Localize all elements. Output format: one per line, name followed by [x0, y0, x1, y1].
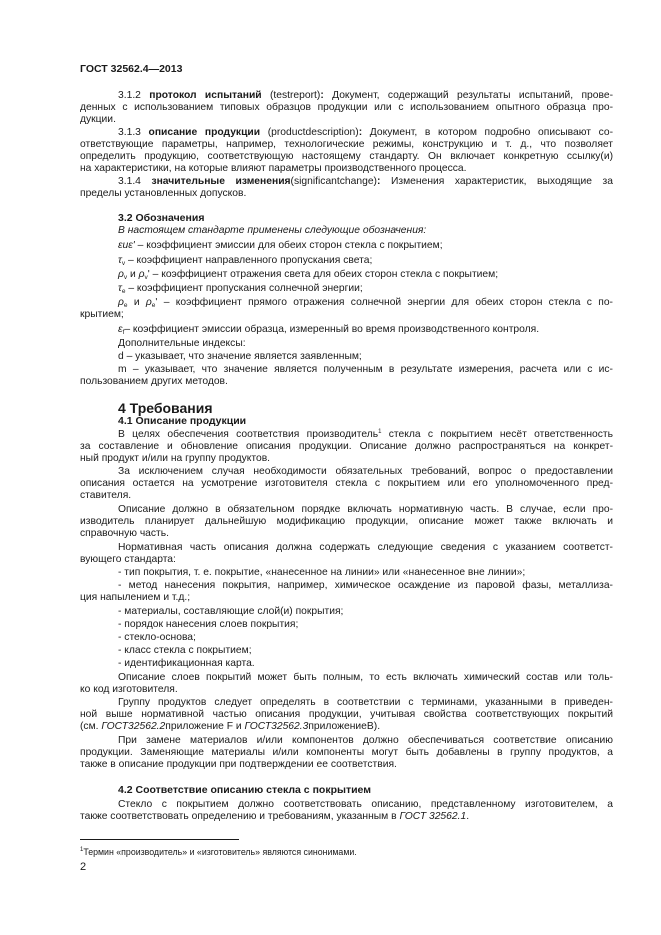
standard-header: ГОСТ 32562.4—2013 [80, 63, 183, 75]
section-41-heading: 4.1 Описание продукции [118, 415, 247, 427]
para6-line2: ной выше нормативной частью описания продукции, учитывая свойства соответствующих покрытий [80, 709, 613, 720]
list-item: - тип покрытия, т. е. покрытие, «нанесенное на линии» или «нанесенное вне линии»; [118, 567, 526, 578]
term-312-line1: 3.1.2 протокол испытаний (testreport): Документ, содержащий результаты испытаний, прове- [118, 90, 614, 101]
list-item: - класс стекла с покрытием; [118, 645, 252, 656]
para2-line3: ставителя. [80, 490, 132, 501]
para7-line1: При замене материалов и/или компонентов должно обеспечиваться соответствие описанию [118, 735, 613, 746]
index-m-line2: пользованием других методов. [80, 376, 228, 387]
gost-reference: ГОСТ32562.3 [244, 721, 309, 732]
term-313-line2: ответствующие параметры, например, технологические режимы, конструкцию и т. д., что позволяет [80, 139, 613, 150]
designation-solar-transmittance: $\tau_e$ – коэффициент пропускания солнечной энергии; [118, 283, 363, 295]
para7-line3: также в описание продукции при подтверждении ее соответствия. [80, 759, 397, 770]
section-32-heading: 3.2 Обозначения [118, 212, 205, 224]
para1-line1: В целях обеспечения соответствия производитель$^1$ стекла с покрытием несёт ответственность [118, 429, 614, 440]
para3-line3: справочную часть. [80, 528, 169, 539]
term-313-title: описание продукции [148, 127, 261, 138]
list-item: - идентификационная карта. [118, 658, 255, 669]
gost-reference: ГОСТ32562.2 [101, 721, 166, 732]
para7-line2: продукции. Заменяющие материалы и/или компоненты могут быть добавлены в группу продуктов, а [80, 747, 613, 758]
designation-light-reflectance: $\rho_v$ и $\rho_v'$ – коэффициент отражения света для обеих сторон стекла с покрытием; [118, 269, 499, 281]
designation-light-transmittance: $\tau_v$ – коэффициент направленного пропускания света; [118, 255, 373, 267]
list-item: - материалы, составляющие слой(и) покрытия; [118, 606, 344, 617]
list-item: - метод нанесения покрытия, например, химическое осаждение из паровой фазы, металлиза- [118, 580, 613, 591]
footnote-divider [80, 839, 239, 840]
term-312-line3: дукции. [80, 114, 116, 125]
term-313-line3: определить продукцию, соответствующую настоящему стандарту. Он включает конкретную ссылку(и) [80, 151, 613, 162]
term-314-title: значительные изменения [151, 176, 291, 187]
term-313-line1: 3.1.3 описание продукции (productdescription): Документ, в котором подробно описывают со- [118, 127, 613, 138]
para1-line2: за составление и обновление описания продукции. Описание должно распространяться на конкрет- [80, 441, 613, 452]
para5-line2: ко код изготовителя. [80, 684, 178, 695]
section-42-heading: 4.2 Соответствие описанию стекла с покрытием [118, 784, 372, 796]
gost-reference: ГОСТ 32562.1 [399, 811, 467, 822]
section-4-heading: 4 Требования [118, 400, 213, 416]
term-314-line1: 3.1.4 значительные изменения(significantchange): Изменения характеристик, выходящие за [118, 176, 613, 187]
term-312-line2: денных с использованием типовых образцов продукции или с использованием опытного образца про- [80, 102, 613, 113]
list-item-cont: ция напылением и т.д.; [80, 592, 191, 603]
para8-line1: Стекло с покрытием должно соответствовать описанию, представленному изготовителем, а [118, 799, 613, 810]
index-m-line1: m – указывает, что значение является полученным в результате измерения, расчета или с ис- [118, 364, 613, 375]
page-number: 2 [80, 861, 87, 873]
para6-line3: (см. ГОСТ32562.2приложение F и ГОСТ32562.3приложениеВ). [80, 721, 381, 732]
para6-line1: Группу продуктов следует определять в соответствии с терминами, указанными в приведен- [118, 697, 613, 708]
para5-line1: Описание слоев покрытий может быть полным, то есть включать химический состав или толь- [118, 672, 613, 683]
extra-indices-label: Дополнительные индексы: [118, 338, 246, 349]
para2-line1: За исключением случая необходимости обязательных требований, вопрос о предоставлении [118, 466, 613, 477]
para3-line2: изводитель планирует дальнейшую модификацию продукции, описание может также включать и [80, 516, 613, 527]
designation-solar-reflectance: $\rho_e$ и $\rho_e'$ – коэффициент прямого отражения солнечной энергии для обеих сторон стекла с по- [118, 297, 613, 309]
designation-emissivity: εиε' – коэффициент эмиссии для обеих сторон стекла с покрытием; [118, 240, 443, 251]
index-d: d – указывает, что значение является заявленным; [118, 351, 362, 362]
para2-line2: описания остается на усмотрение изготовителя стекла с покрытием или его уполномоченного пред- [80, 478, 613, 489]
footnote: $^1$Термин «производитель» и «изготовитель» являются синонимами. [80, 847, 357, 857]
para8-line2: также соответствовать определению и требованиям, указанным в ГОСТ 32562.1. [80, 811, 470, 822]
para4-line2: вующего стандарта: [80, 554, 176, 565]
term-314-line2: пределы установленных допусков. [80, 188, 247, 199]
para3-line1: Описание должно в обязательном порядке включать нормативную часть. В случае, если про- [118, 504, 613, 515]
para1-line3: ный продукт и/или на группу продуктов. [80, 453, 271, 464]
term-313-line4: на характеристики, на которые влияют параметры производственного процесса. [80, 163, 467, 174]
designation-solar-reflectance-cont: крытием; [80, 309, 124, 320]
designations-intro: В настоящем стандарте применены следующие обозначения: [118, 225, 427, 236]
list-item: - порядок нанесения слоев покрытия; [118, 619, 299, 630]
para4-line1: Нормативная часть описания должна содержать следующие сведения с указанием соответст- [118, 542, 613, 553]
designation-sample-emissivity: $\varepsilon_f-$ коэффициент эмиссии образца, измеренный во время производственного контроля. [118, 324, 540, 336]
list-item: - стекло-основа; [118, 632, 196, 643]
term-312-title: протокол испытаний [149, 90, 262, 101]
